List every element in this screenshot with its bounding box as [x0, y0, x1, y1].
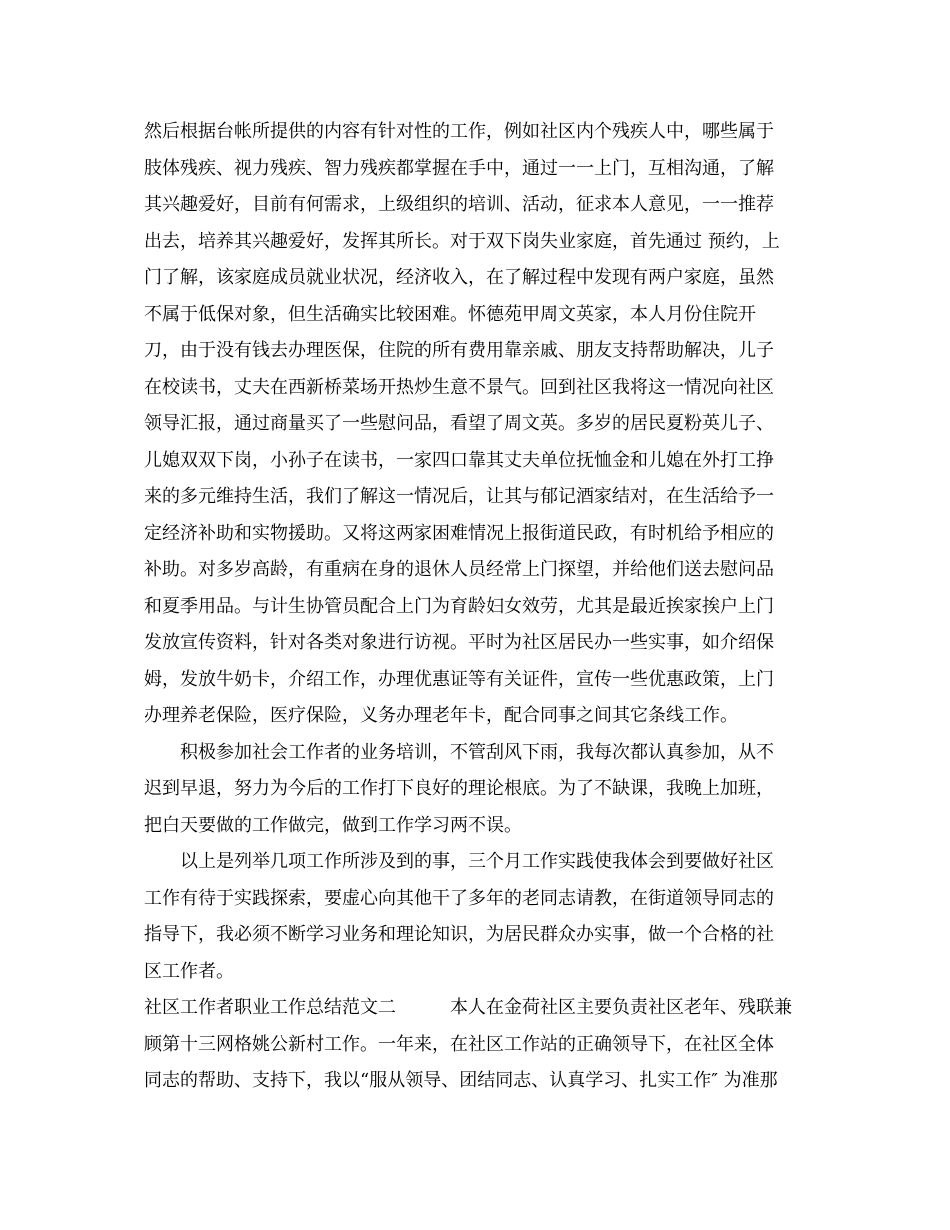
text-line: 工作有待于实践探索，要虚心向其他干了多年的老同志请教，在街道领导同志的 [144, 887, 774, 909]
body-text [144, 114, 814, 1100]
text-line: 以上是列举几项工作所涉及到的事，三个月工作实践使我体会到要做好社区 [144, 851, 774, 872]
text-line: 门了解，该家庭成员就业状况，经济收入，在了解过程中发现有两户家庭，虽然 [144, 267, 774, 288]
text-line: 顾第十三网格姚公新村工作。一年来，在社区工作站的正确领导下，在社区全体 [144, 1033, 774, 1055]
text-line: 办理养老保险，医疗保险，义务办理老年卡，配合同事之间其它条线工作。 [144, 705, 738, 726]
text-line: 来的多元维持生活，我们了解这一情况后，让其与郁记酒家结对，在生活给予一 [144, 486, 774, 507]
text-line: 领导汇报，通过商量买了一些慰问品，看望了周文英。多岁的居民夏粉英儿子、 [144, 413, 774, 434]
text-line: 姆，发放牛奶卡，介绍工作，办理优惠证等有关证件，宣传一些优惠政策，上门 [144, 668, 774, 690]
text-line: 迟到早退，努力为今后的工作打下良好的理论根底。为了不缺课，我晚上加班， [144, 778, 774, 799]
text-line: 然后根据台帐所提供的内容有针对性的工作，例如社区内个残疾人中，哪些属于 [144, 121, 774, 142]
text-line: 区工作者。 [144, 960, 234, 982]
text-line: 定经济补助和实物援助。又将这两家困难情况上报街道民政，有时机给予相应的 [144, 522, 774, 544]
section-heading-line: 社区工作者职业工作总结范文二 本人在金荷社区主要负责社区老年、残联兼 [144, 997, 792, 1018]
text-line: 和夏季用品。与计生协管员配合上门为育龄妇女效劳，尤其是最近挨家挨户上门 [144, 595, 774, 617]
text-line: 指导下，我必须不断学习业务和理论知识，为居民群众办实事，做一个合格的社 [144, 924, 774, 945]
text-line: 肢体残疾、视力残疾、智力残疾都掌握在手中，通过一一上门，互相沟通，了解 [144, 157, 774, 179]
text-line: 补助。对多岁高龄，有重病在身的退休人员经常上门探望，并给他们送去慰问品 [144, 559, 774, 580]
text-line: 发放宣传资料，针对各类对象进行访视。平时为社区居民办一些实事，如介绍保 [144, 632, 774, 653]
text-line: 其兴趣爱好，目前有何需求，上级组织的培训、活动，征求本人意见，一一推荐 [144, 194, 774, 215]
text-line: 儿媳双双下岗，小孙子在读书，一家四口靠其丈夫单位抚恤金和儿媳在外打工挣 [144, 449, 774, 471]
text-line: 不属于低保对象，但生活确实比较困难。怀德苑甲周文英家，本人月份住院开 [144, 303, 756, 325]
text-line: 在校读书，丈夫在西新桥菜场开热炒生意不景气。回到社区我将这一情况向社区 [144, 376, 774, 398]
text-line: 同志的帮助、支持下，我以“服从领导、团结同志、认真学习、扎实工作″ 为准那 [144, 1070, 778, 1091]
text-line: 积极参加社会工作者的业务培训，不管刮风下雨，我每次都认真参加，从不 [144, 741, 774, 763]
text-line: 刀，由于没有钱去办理医保，住院的所有费用靠亲戚、朋友支持帮助解决，儿子 [144, 340, 774, 361]
text-line: 把白天要做的工作做完，做到工作学习两不误。 [144, 814, 522, 836]
text-line: 出去，培养其兴趣爱好，发挥其所长。对于双下岗失业家庭，首先通过 预约，上 [144, 230, 780, 252]
